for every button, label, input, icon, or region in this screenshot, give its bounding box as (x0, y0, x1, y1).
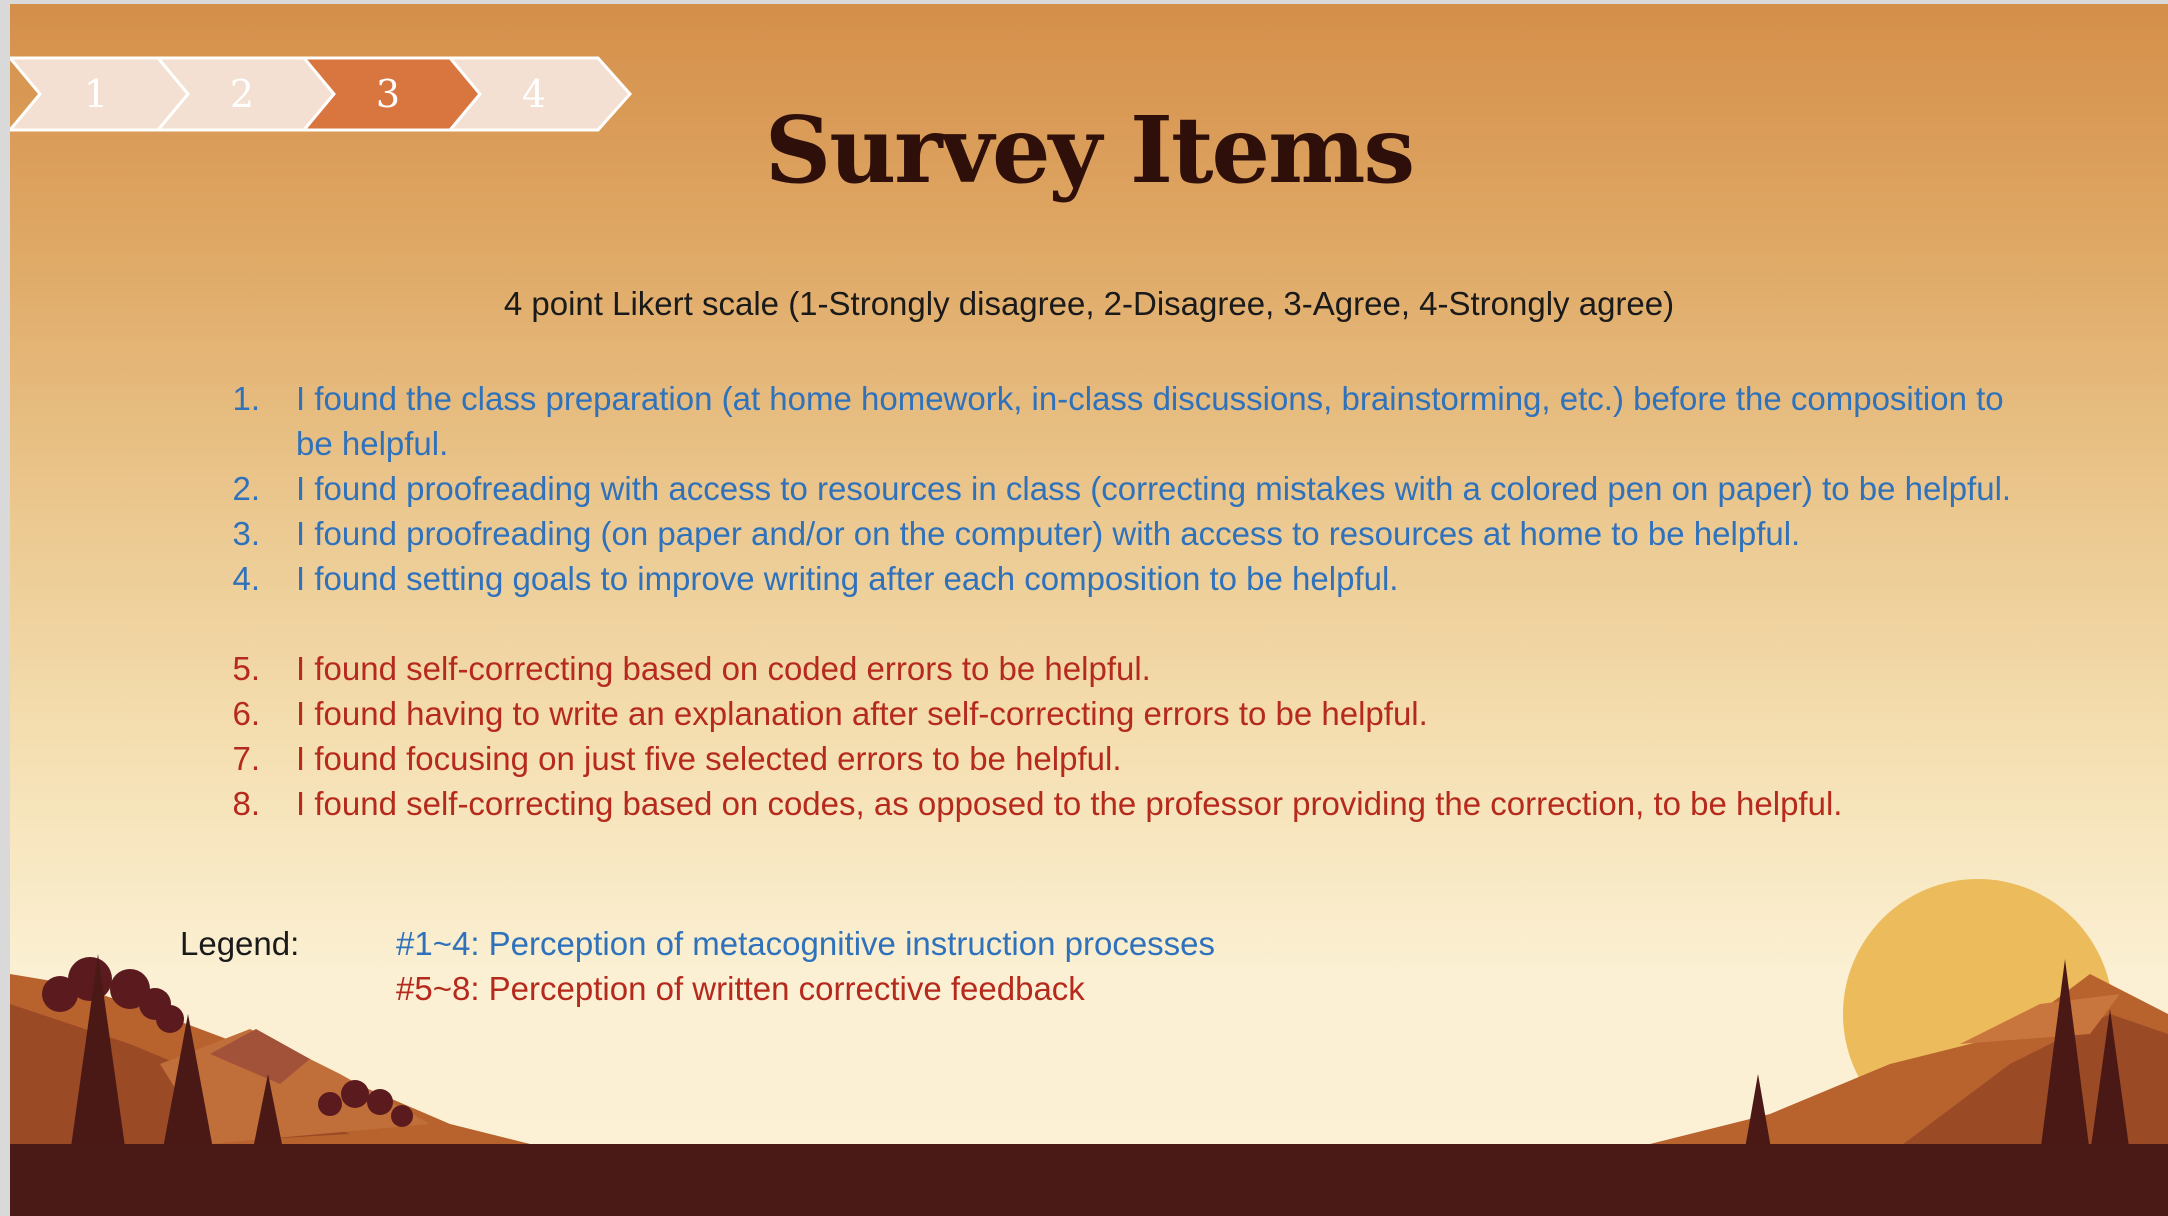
step-3-label: 3 (375, 72, 401, 116)
legend-entry-metacognitive: #1~4: Perception of metacognitive instruction processes (396, 925, 1216, 962)
item-text: I found focusing on just five selected errors to be helpful. (296, 740, 1122, 777)
item-number: 4. (232, 560, 260, 597)
item-number: 1. (232, 380, 260, 417)
survey-item (200, 691, 2030, 736)
item-text: I found having to write an explanation after self-correcting errors to be helpful. (296, 695, 1428, 732)
step-2-label: 2 (229, 72, 255, 116)
step-1-label: 1 (83, 72, 109, 116)
legend-entries (396, 921, 1215, 1011)
survey-item (200, 376, 2030, 466)
slide (10, 4, 2168, 1216)
item-text: I found setting goals to improve writing after each composition to be helpful. (296, 560, 1399, 597)
item-text: I found the class preparation (at home homework, in-class discussions, brainstorming, etc.) before the composition to be helpful. (296, 380, 2004, 462)
item-text: I found self-correcting based on coded errors to be helpful. (296, 650, 1151, 687)
survey-item (200, 466, 2030, 511)
slide-title: Survey Items (764, 96, 1414, 204)
item-text: I found proofreading with access to resources in class (correcting mistakes with a colored pen on paper) to be helpful. (296, 470, 2012, 507)
item-number: 3. (232, 515, 260, 552)
item-number: 6. (232, 695, 260, 732)
ground (10, 1144, 2168, 1216)
survey-item (200, 646, 2030, 691)
item-number: 5. (232, 650, 260, 687)
survey-item (200, 511, 2030, 556)
item-number: 8. (232, 785, 260, 822)
item-number: 2. (232, 470, 260, 507)
survey-item (200, 781, 2030, 826)
item-number: 7. (232, 740, 260, 777)
item-text: I found self-correcting based on codes, as opposed to the professor providing the correction, to be helpful. (296, 785, 1843, 822)
legend-label: Legend: (180, 925, 300, 962)
survey-item (200, 556, 2030, 601)
legend-entry-corrective-feedback: #5~8: Perception of written corrective feedback (396, 970, 1085, 1007)
item-text: I found proofreading (on paper and/or on the computer) with access to resources at home to be helpful. (296, 515, 1801, 552)
survey-item-list (200, 376, 2030, 826)
survey-item (200, 736, 2030, 781)
likert-scale-subtitle: 4 point Likert scale (1-Strongly disagree, 2-Disagree, 3-Agree, 4-Strongly agree) (503, 285, 1675, 322)
step-4-label: 4 (521, 72, 547, 116)
